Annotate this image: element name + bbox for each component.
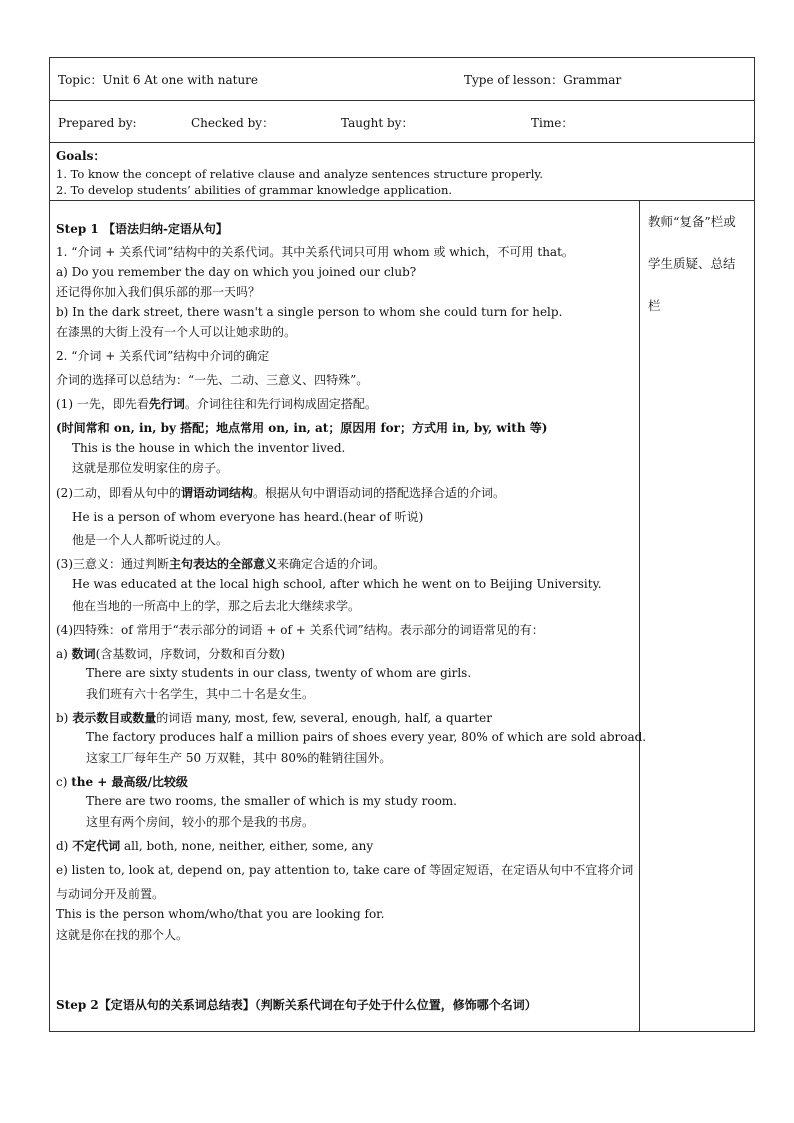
example-en: He was educated at the local high school, after which he went on to Beijing University.: [72, 577, 602, 591]
example-cn: 他是一个人人都听说过的人。: [72, 533, 229, 547]
example-en: He is a person of whom everyone has heard.(hear of 听说): [72, 510, 424, 524]
rule-first-note: (时间常和 on, in, by 搭配；地点常用 on, in, at；原因用 for；方式用 in, by, with 等): [56, 421, 548, 435]
row-divider: [50, 200, 754, 201]
example-en: This is the house in which the inventor lived.: [72, 441, 346, 455]
rule-d-line: d) 不定代词 all, both, none, neither, either, some, any: [56, 839, 374, 853]
row-divider: [50, 142, 754, 143]
goal-item: 1. To know the concept of relative clause and analyze sentences structure properly.: [56, 167, 544, 181]
example-cn: 在漆黑的大街上没有一个人可以让她求助的。: [56, 325, 297, 339]
sidebar-note-line: 栏: [648, 298, 661, 313]
row-divider: [50, 100, 754, 101]
rule-1-text: 1. “介词 + 关系代词”结构中的关系代词。其中关系代词只可用 whom 或 which，不可用 that。: [56, 245, 574, 259]
goals-title: Goals：: [56, 149, 106, 163]
rule-b-line: b) 表示数目或数量的词语 many, most, few, several, enough, half, a quarter: [56, 711, 492, 725]
rule-third-line: (3)三意义：通过判断主句表达的全部意义来确定合适的介词。: [56, 557, 386, 571]
step1-heading: Step 1 【语法归纳-定语从句】: [56, 222, 228, 236]
goal-item: 2. To develop students’ abilities of grammar knowledge application.: [56, 183, 453, 197]
rule-second-line: (2)二动，即看从句中的谓语动词结构。根据从句中谓语动词的搭配选择合适的介词。: [56, 486, 506, 500]
prepared-by-label: Prepared by:: [58, 116, 137, 130]
example-en: There are two rooms, the smaller of which is my study room.: [86, 794, 457, 808]
taught-by-label: Taught by：: [341, 116, 414, 130]
step2-heading: Step 2【定语从句的关系词总结表】（判断关系代词在句子处于什么位置，修饰哪个名词）: [56, 998, 537, 1012]
rule-a-line: a) 数词(含基数词，序数词，分数和百分数): [56, 647, 286, 661]
time-label: Time：: [531, 116, 574, 130]
rule-fourth-line: (4)四特殊：of 常用于“表示部分的词语 + of + 关系代词”结构。表示部分的词语常见的有：: [56, 623, 544, 637]
column-divider: [639, 200, 640, 1031]
checked-by-label: Checked by：: [191, 116, 275, 130]
example-cn: 他在当地的一所高中上的学，那之后去北大继续求学。: [72, 599, 361, 613]
example-en: a) Do you remember the day on which you joined our club?: [56, 265, 417, 279]
topic-label: Topic：Unit 6 At one with nature: [58, 73, 259, 87]
sidebar-note-line: 教师“复备”栏或: [648, 214, 736, 229]
rule-e-line: 与动词分开及前置。: [56, 887, 165, 901]
lesson-type-label: Type of lesson：Grammar: [464, 73, 622, 87]
lesson-plan-table: [49, 57, 755, 1032]
rule-2-summary: 介词的选择可以总结为：“一先、二动、三意义、四特殊”。: [56, 373, 369, 387]
example-cn: 这就是那位发明家住的房子。: [72, 461, 229, 475]
example-cn: 这就是你在找的那个人。: [56, 928, 189, 942]
example-en: The factory produces half a million pairs of shoes every year, 80% of which are sold abroad.: [86, 730, 647, 744]
example-en: b) In the dark street, there wasn't a single person to whom she could turn for help.: [56, 305, 563, 319]
example-cn: 我们班有六十名学生，其中二十名是女生。: [86, 687, 315, 701]
example-en: This is the person whom/who/that you are looking for.: [56, 907, 385, 921]
sidebar-note-line: 学生质疑、总结: [648, 256, 736, 271]
example-cn: 还记得你加入我们俱乐部的那一天吗？: [56, 285, 261, 299]
rule-first-line: (1) 一先，即先看先行词。介词往往和先行词构成固定搭配。: [56, 397, 377, 411]
rule-c-line: c) the + 最高级/比较级: [56, 775, 188, 789]
example-en: There are sixty students in our class, twenty of whom are girls.: [86, 666, 472, 680]
example-cn: 这里有两个房间，较小的那个是我的书房。: [86, 815, 315, 829]
rule-2-heading: 2. “介词 + 关系代词”结构中介词的确定: [56, 349, 270, 363]
example-cn: 这家工厂每年生产 50 万双鞋，其中 80%的鞋销往国外。: [86, 751, 392, 765]
rule-e-line: e) listen to, look at, depend on, pay attention to, take care of 等固定短语，在定语从句中不宜将介词: [56, 863, 634, 877]
